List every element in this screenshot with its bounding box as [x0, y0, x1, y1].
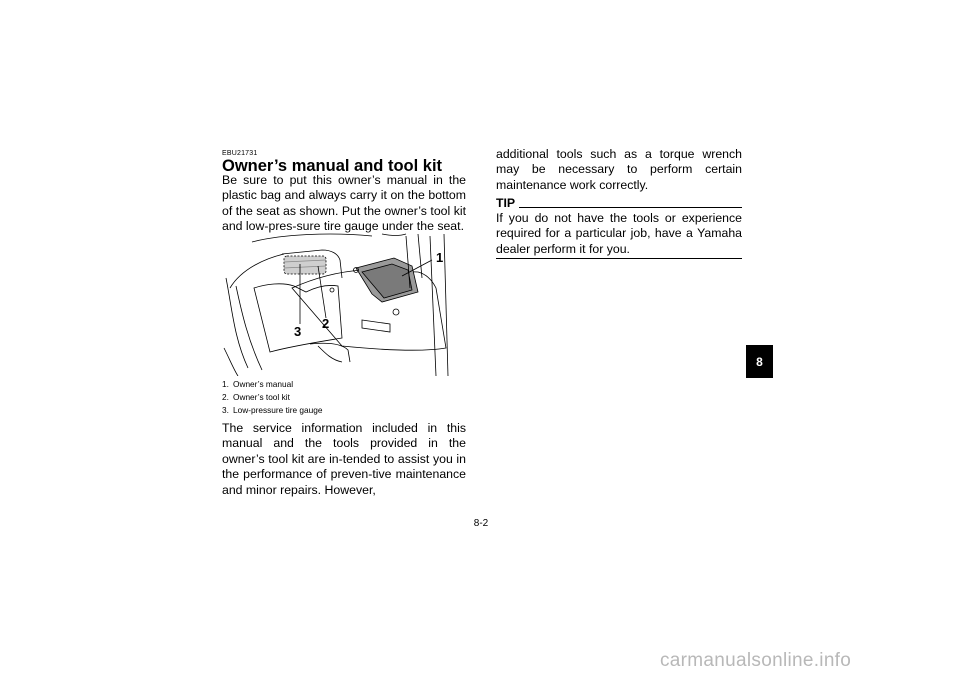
service-paragraph: The service information included in this manual and the tools provided in the owner’s tool kit are in-tended to assist you in the performance of preven-tive maintenance and minor repairs. However,	[222, 421, 466, 497]
callout-3: 3	[294, 324, 302, 339]
tip-header	[496, 197, 742, 210]
tip-rule	[519, 207, 742, 208]
continued-paragraph: additional tools such as a torque wrench may be necessary to perform certain maintenance work correctly.	[496, 147, 742, 192]
section-title: Owner’s manual and tool kit	[222, 157, 443, 175]
intro-paragraph: Be sure to put this owner’s manual in the plastic bag and always carry it on the bottom of the seat as shown. Put the owner’s tool kit and low-pres-sure tire gauge under the seat.	[222, 173, 466, 234]
seat-storage-illustration	[222, 228, 466, 376]
watermark: carmanualsonline.info	[660, 650, 852, 671]
caption-item: 2. Owner’s tool kit	[222, 391, 290, 402]
figure-captions	[222, 378, 322, 416]
tip-text: If you do not have the tools or experience required for a particular job, have a Yamaha dealer perform it for you.	[496, 211, 742, 256]
tip-label: TIP	[496, 196, 516, 210]
tip-end-rule	[496, 258, 742, 259]
callout-2: 2	[322, 316, 330, 331]
page-number: 8-2	[473, 518, 489, 529]
chapter-tab: 8	[746, 345, 773, 378]
caption-item: 3. Low-pressure tire gauge	[222, 404, 323, 415]
caption-item: 1. Owner’s manual	[222, 379, 294, 389]
section-code: EBU21731	[222, 150, 258, 157]
callout-1: 1	[436, 250, 444, 265]
